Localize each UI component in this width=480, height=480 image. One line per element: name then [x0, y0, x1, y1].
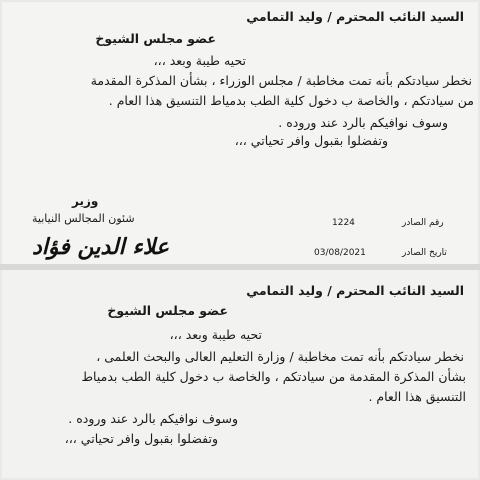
greeting: تحيه طيبة وبعد ،،،	[153, 53, 246, 68]
recipient-title: عضو مجلس الشيوخ	[107, 303, 228, 318]
closing-line: وتفضلوا بقبول وافر تحياتي ،،،	[234, 133, 388, 148]
body-line: نخطر سيادتكم بأنه تمت مخاطبة / وزارة التعليم العالى والبحث العلمى ،	[96, 349, 464, 364]
outgoing-date-label: تاريخ الصادر	[402, 248, 447, 258]
outgoing-number-label: رقم الصادر	[402, 218, 444, 228]
outgoing-number: 1224	[332, 218, 355, 228]
signatory-title: وزير	[72, 194, 99, 208]
salutation: السيد النائب المحترم / وليد التمامي	[246, 9, 464, 24]
greeting: تحيه طيبة وبعد ،،،	[169, 327, 262, 342]
body-line: بشأن المذكرة المقدمة من سيادتكم ، والخاصة ب دخول كلية الطب بدمياط	[81, 369, 466, 384]
body-line: نخطر سيادتكم بأنه تمت مخاطبة / مجلس الوزراء ، بشأن المذكرة المقدمة	[90, 73, 472, 88]
body-line: وسوف نوافيكم بالرد عند وروده .	[68, 411, 238, 426]
salutation: السيد النائب المحترم / وليد التمامي	[246, 283, 464, 298]
outgoing-date: 03/08/2021	[314, 248, 366, 258]
body-line: من سيادتكم ، والخاصة ب دخول كلية الطب بدمياط التنسيق هذا العام .	[108, 93, 474, 108]
letter-bottom	[2, 270, 478, 478]
signature: علاء الدين فؤاد	[32, 234, 169, 260]
signatory-department: شئون المجالس النيابية	[32, 212, 135, 225]
body-line: التنسيق هذا العام .	[368, 389, 466, 404]
body-line: وسوف نوافيكم بالرد عند وروده .	[278, 115, 448, 130]
closing-line: وتفضلوا بقبول وافر تحياتي ،،،	[64, 431, 218, 446]
recipient-title: عضو مجلس الشيوخ	[95, 31, 216, 46]
letter-top	[2, 2, 478, 264]
